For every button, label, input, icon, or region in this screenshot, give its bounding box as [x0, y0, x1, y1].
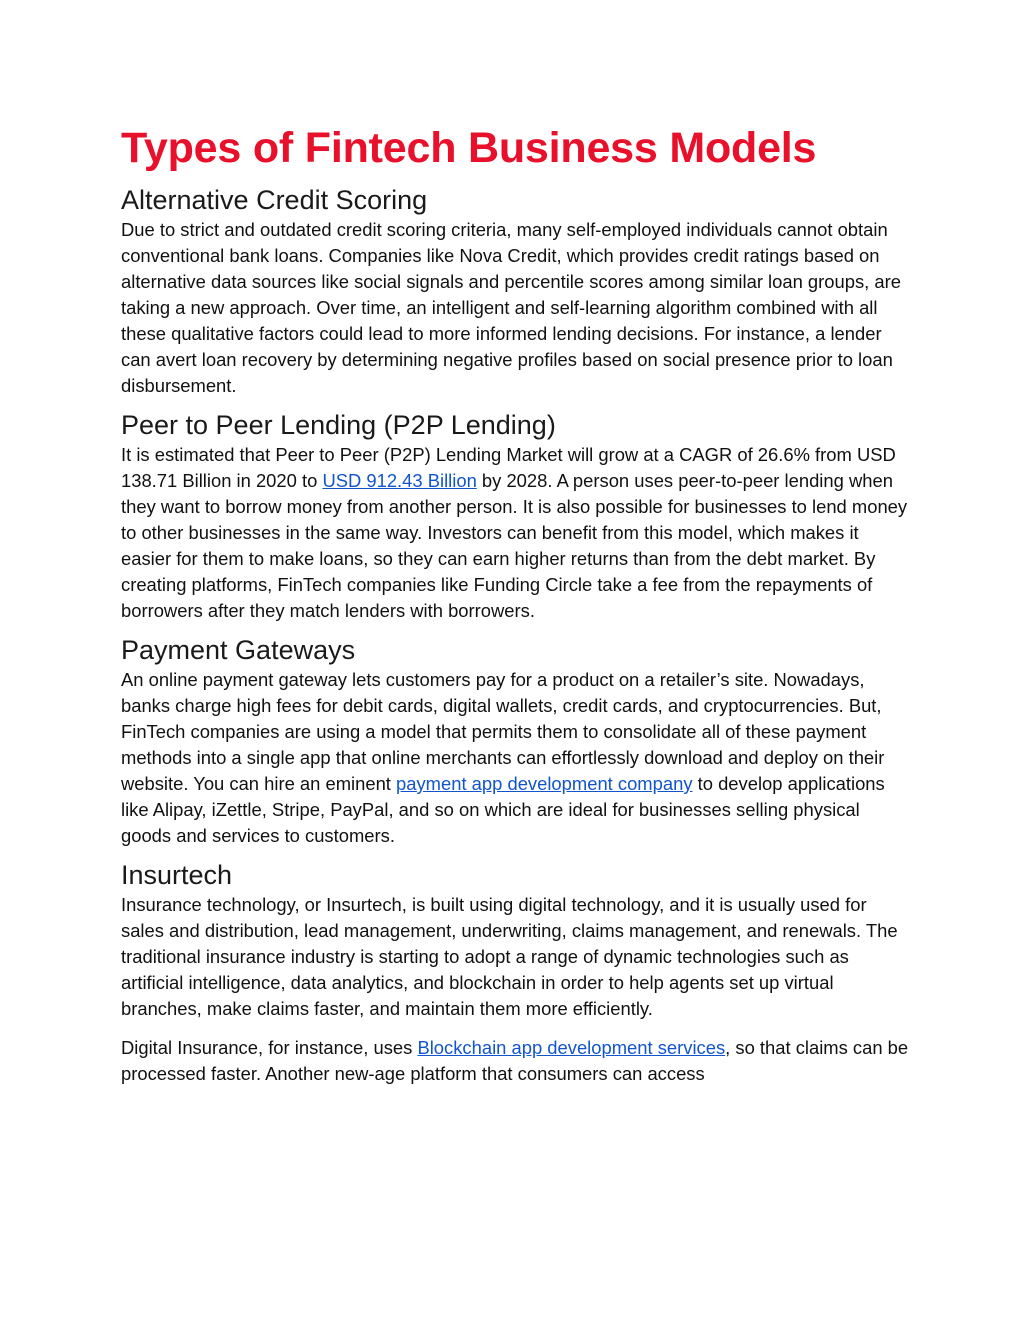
blockchain-app-development-link[interactable]: Blockchain app development services — [417, 1037, 726, 1058]
section-heading: Alternative Credit Scoring — [121, 185, 428, 215]
section-insurtech — [121, 859, 911, 1087]
section-paragraph: Due to strict and outdated credit scoring criteria, many self-employed individuals cannot obtain conventional bank loans. Companies like Nova Credit, which provides credit ratings based on alternative data sources like social signals and percentile scores among similar loan groups, are taking a new approach. Over time, an intelligent and self-learning algorithm combined with all these qualitative factors could lead to more informed lending decisions. For instance, a lender can avert loan recovery by determining negative profiles based on social presence prior to loan disbursement. — [121, 219, 901, 396]
section-paragraph — [121, 1035, 911, 1087]
paragraph-text: Digital Insurance, for instance, uses — [121, 1037, 418, 1058]
paragraph-text: , so that claims can be processed faster. Another new-age platform that consumers can access — [121, 1037, 909, 1084]
paragraph-text: An online payment gateway lets customers pay for a product on a retailer’s site. Nowadays, banks charge high fees for debit cards, digital wallets, credit cards, and cryptocurrencies. But, FinTech companies are using a model that permits them to consolidate all of these payment methods into a single app that online merchants can effortlessly download and deploy on their website. You can hire an eminent — [121, 669, 885, 794]
section-paragraph — [121, 442, 911, 624]
page-title: Types of Fintech Business Models — [121, 124, 817, 172]
paragraph-text: It is estimated that Peer to Peer (P2P) Lending Market will grow at a CAGR of 26.6% from USD 138.71 Billion in 2020 to — [121, 444, 896, 491]
payment-app-development-link[interactable]: payment app development company — [396, 773, 693, 794]
section-p2p-lending — [121, 409, 911, 624]
paragraph-text: to develop applications like Alipay, iZettle, Stripe, PayPal, and so on which are ideal for businesses selling physical goods and services to customers. — [121, 773, 885, 846]
paragraph-text: by 2028. A person uses peer-to-peer lending when they want to borrow money from another person. It is also possible for businesses to lend money to other businesses in the same way. Investors can benefit from this model, which makes it easier for them to make loans, so they can earn higher returns than from the debt market. By creating platforms, FinTech companies like Funding Circle take a fee from the repayments of borrowers after they match lenders with borrowers. — [121, 470, 908, 621]
usd-billion-link[interactable]: USD 912.43 Billion — [322, 470, 477, 491]
section-alternative-credit-scoring — [121, 184, 911, 399]
document-page — [121, 118, 911, 1087]
section-heading: Payment Gateways — [121, 635, 356, 665]
section-payment-gateways — [121, 634, 911, 849]
section-heading: Insurtech — [121, 860, 233, 890]
section-paragraph — [121, 667, 911, 849]
section-paragraph: Insurance technology, or Insurtech, is built using digital technology, and it is usually used for sales and distribution, lead management, underwriting, claims management, and renewals. The traditional insurance industry is starting to adopt a range of dynamic technologies such as artificial intelligence, data analytics, and blockchain in order to help agents set up virtual branches, make claims faster, and maintain them more efficiently. — [121, 894, 898, 1019]
section-heading: Peer to Peer Lending (P2P Lending) — [121, 410, 556, 440]
